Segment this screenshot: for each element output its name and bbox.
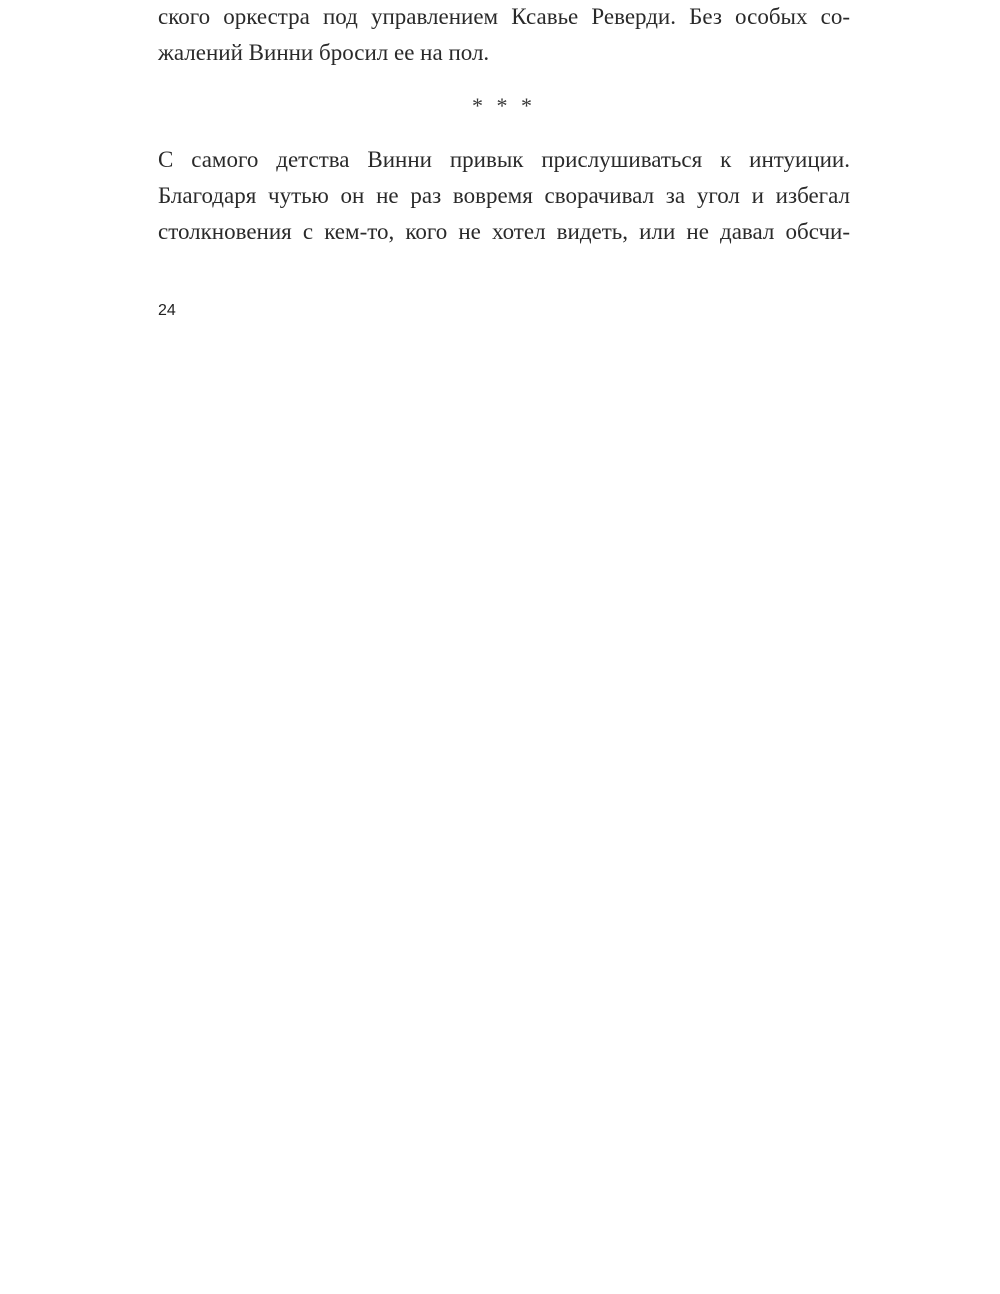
paragraph xyxy=(158,142,850,250)
text-line: Благодаря чутью он не раз вовремя сворачивал за угол и избегал xyxy=(158,183,850,208)
page-number: 24 xyxy=(158,302,176,319)
text-line: жалений Винни бросил ее на пол. xyxy=(158,40,490,65)
text-line: столкновения с кем-то, кого не хотел видеть, или не давал обсчи- xyxy=(158,219,850,244)
text-line: ского оркестра под управлением Ксавье Реверди. Без особых со- xyxy=(158,4,850,29)
paragraph-continuation xyxy=(158,0,850,71)
section-separator: * * * xyxy=(472,93,536,118)
text-line: С самого детства Винни привык прислушиваться к интуиции. xyxy=(158,147,850,172)
